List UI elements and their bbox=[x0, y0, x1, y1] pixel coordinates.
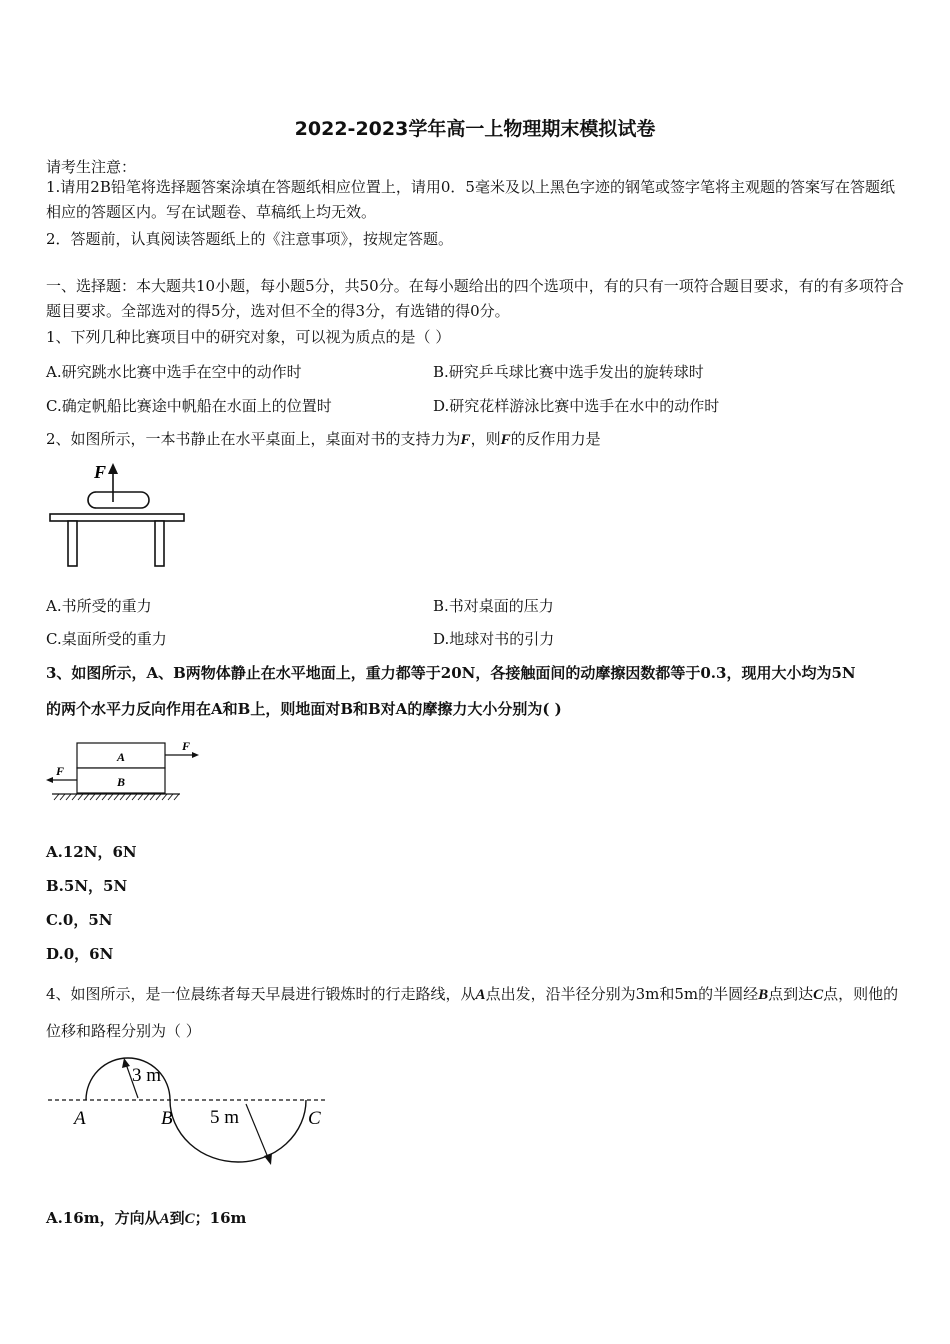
notice-heading: 请考生注意： bbox=[46, 158, 137, 176]
point-c-label: C bbox=[308, 1108, 321, 1129]
q2-var-f: F bbox=[460, 432, 471, 448]
table-leg-left bbox=[68, 521, 77, 566]
q3-option-c: C.0，5N bbox=[46, 911, 113, 929]
q4-option-a-var-2: C bbox=[184, 1211, 195, 1227]
q4-stem bbox=[46, 976, 906, 1049]
q1-option-d: D.研究花样游泳比赛中选手在水中的动作时 bbox=[433, 397, 720, 415]
q3-option-b: B.5N，5N bbox=[46, 877, 128, 895]
q4-option-a-part-a: A.16m，方向从 bbox=[46, 1209, 160, 1227]
q1-option-c: C.确定帆船比赛途中帆船在水面上的位置时 bbox=[46, 397, 332, 415]
force-label: F bbox=[94, 462, 107, 482]
q4-figure-path bbox=[46, 1048, 336, 1177]
radius-5m-arrow bbox=[246, 1104, 269, 1160]
q3-stem-line-2: 的两个水平力反向作用在A和B上，则地面对B和B对A的摩擦力大小分别为( ) bbox=[46, 700, 562, 718]
force-left-label: F bbox=[56, 764, 65, 778]
q3-stem-line-1: 3、如图所示，A、B两物体静止在水平地面上，重力都等于20N，各接触面间的动摩擦因数都等于0.3，现用大小均为5N bbox=[46, 664, 856, 682]
q1-option-a: A.研究跳水比赛中选手在空中的动作时 bbox=[46, 363, 302, 381]
q4-stem-part-b: 点出发，沿半径分别为3m和5m的半圆经 bbox=[485, 985, 759, 1003]
q2-option-d: D.地球对书的引力 bbox=[433, 630, 555, 648]
point-b-label: B bbox=[161, 1108, 173, 1129]
q4-var-b: B bbox=[758, 987, 769, 1003]
notice-item-1: 1.请用2B铅笔将选择题答案涂填在答题纸相应位置上，请用0．5毫米及以上黑色字迹的钢笔或签字笔将主观题的答案写在答题纸相应的答题区内。写在试题卷、草稿纸上均无效。 bbox=[46, 178, 895, 221]
q4-option-a bbox=[46, 1207, 246, 1228]
q2-option-c: C.桌面所受的重力 bbox=[46, 630, 167, 648]
q2-var-f-2: F bbox=[500, 432, 511, 448]
q4-stem-part-a: 4、如图所示，是一位晨练者每天早晨进行锻炼时的行走路线，从 bbox=[46, 985, 476, 1003]
q4-option-a-var-1: A bbox=[159, 1211, 170, 1227]
q1-stem: 1、下列几种比赛项目中的研究对象，可以视为质点的是（ ） bbox=[46, 328, 451, 346]
q2-stem-part-b: ，则 bbox=[470, 430, 501, 448]
block-a-label: A bbox=[117, 750, 126, 764]
point-a-label: A bbox=[74, 1108, 86, 1129]
section-intro: 一、选择题：本大题共10小题，每小题5分，共50分。在每小题给出的四个选项中，有的只有一项符合题目要求，有的有多项符合题目要求。全部选对的得5分，选对但不全的得3分，有选错的得0分。 bbox=[46, 277, 904, 320]
q2-figure-book-on-table bbox=[46, 458, 191, 577]
q4-option-a-part-c: ；16m bbox=[194, 1209, 247, 1227]
table-top bbox=[50, 514, 184, 521]
q1-option-b: B.研究乒乓球比赛中选手发出的旋转球时 bbox=[433, 363, 704, 381]
q3-option-a: A.12N，6N bbox=[46, 843, 137, 861]
radius-5m-label: 5 m bbox=[210, 1107, 240, 1128]
page-title: 2022-2023学年高一上物理期末模拟试卷 bbox=[294, 118, 656, 140]
q4-stem-part-d: 点，则他的位移和路程分别为（ ） bbox=[46, 985, 899, 1040]
q2-stem bbox=[46, 428, 601, 449]
q4-var-a: A bbox=[475, 987, 486, 1003]
table-leg-right bbox=[155, 521, 164, 566]
q4-var-c: C bbox=[813, 987, 824, 1003]
book-shape bbox=[88, 492, 149, 508]
block-b-label: B bbox=[117, 775, 126, 789]
q2-option-b: B.书对桌面的压力 bbox=[433, 597, 554, 615]
q2-stem-part-a: 2、如图所示，一本书静止在水平桌面上，桌面对书的支持力为 bbox=[46, 430, 461, 448]
q4-stem-part-c: 点到达 bbox=[768, 985, 814, 1003]
q3-option-d: D.0，6N bbox=[46, 945, 114, 963]
force-right-label: F bbox=[182, 739, 191, 753]
q4-option-a-part-b: 到 bbox=[169, 1209, 185, 1227]
q2-option-a: A.书所受的重力 bbox=[46, 597, 152, 615]
notice-item-2: 2．答题前，认真阅读答题纸上的《注意事项》，按规定答题。 bbox=[46, 230, 454, 248]
q3-figure-blocks bbox=[44, 738, 209, 807]
q2-stem-part-c: 的反作用力是 bbox=[510, 430, 601, 448]
radius-3m-label: 3 m bbox=[132, 1065, 162, 1086]
